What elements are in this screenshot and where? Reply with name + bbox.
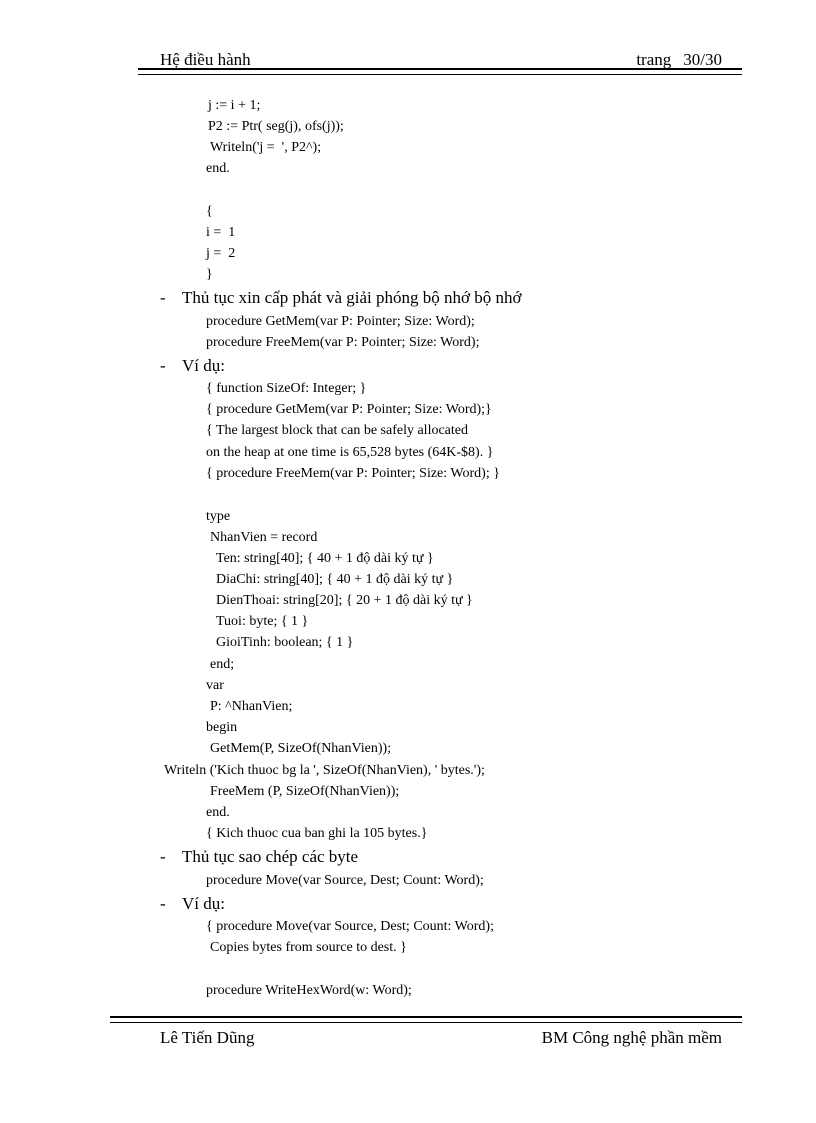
- code-line: end.: [206, 161, 230, 176]
- code-line: procedure Move(var Source, Dest; Count: Word);: [206, 873, 484, 888]
- code-line: Ten: string[40]; { 40 + 1 độ dài ký tự }: [216, 551, 434, 566]
- code-line: procedure WriteHexWord(w: Word);: [206, 983, 412, 998]
- code-line: on the heap at one time is 65,528 bytes (64K-$8). }: [206, 445, 494, 460]
- code-line: end;: [210, 657, 235, 672]
- bullet-dash: -: [160, 894, 166, 913]
- bullet-item: [160, 356, 225, 436]
- code-line: { procedure Move(var Source, Dest; Count: Word);: [206, 919, 494, 934]
- page-label: trang: [636, 50, 672, 69]
- code-line: Copies bytes from source to dest. }: [210, 940, 407, 955]
- document-title: Hệ điều hành: [160, 50, 251, 69]
- code-line: Writeln('j = ', P2^);: [210, 140, 322, 155]
- code-line: { function SizeOf: Integer; }: [206, 381, 367, 396]
- code-line: P: ^NhanVien;: [210, 699, 293, 714]
- bullet-text: Thủ tục xin cấp phát và giải phóng bộ nhớ bộ nhớ: [182, 288, 522, 307]
- code-line: Tuoi: byte; { 1 }: [216, 614, 309, 629]
- bullet-text: Ví dụ:: [182, 356, 225, 375]
- bullet-dash: -: [160, 847, 166, 866]
- code-line: type: [206, 509, 231, 524]
- bullet-dash: -: [160, 356, 166, 375]
- page-header: [160, 50, 722, 70]
- code-line: j = 2: [206, 246, 236, 261]
- code-line: P2 := Ptr( seg(j), ofs(j));: [208, 119, 344, 134]
- code-line: procedure GetMem(var P: Pointer; Size: Word);: [206, 314, 475, 329]
- code-line: var: [206, 678, 224, 693]
- bullet-text: Thủ tục sao chép các byte: [182, 847, 359, 866]
- code-line: Writeln ('Kich thuoc bg la ', SizeOf(NhanVien), ' bytes.');: [164, 763, 485, 778]
- code-line: GioiTinh: boolean; { 1 }: [216, 635, 354, 650]
- header-rule: [138, 68, 742, 75]
- code-line: { Kich thuoc cua ban ghi la 105 bytes.}: [206, 826, 428, 841]
- code-line: j := i + 1;: [208, 98, 261, 113]
- code-line: { procedure FreeMem(var P: Pointer; Size: Word); }: [206, 466, 500, 481]
- code-line: DienThoai: string[20]; { 20 + 1 độ dài ký tự }: [216, 593, 473, 608]
- code-line: NhanVien = record: [210, 530, 318, 545]
- footer-department: BM Công nghệ phần mềm: [541, 1028, 722, 1047]
- bullet-item: [160, 894, 225, 974]
- code-line: FreeMem (P, SizeOf(NhanVien));: [210, 784, 400, 799]
- page-indicator: [636, 50, 722, 70]
- code-line: end.: [206, 805, 230, 820]
- code-line: i = 1: [206, 225, 236, 240]
- bullet-text: Ví dụ:: [182, 894, 225, 913]
- code-line: GetMem(P, SizeOf(NhanVien));: [210, 741, 392, 756]
- footer-author: Lê Tiến Dũng: [160, 1028, 255, 1047]
- code-line: {: [206, 204, 213, 219]
- code-line: }: [206, 267, 213, 282]
- code-line: { The largest block that can be safely allocated: [206, 423, 468, 438]
- code-line: DiaChi: string[40]; { 40 + 1 độ dài ký tự }: [216, 572, 454, 587]
- code-line: begin: [206, 720, 238, 735]
- bullet-dash: -: [160, 288, 166, 307]
- code-line: { procedure GetMem(var P: Pointer; Size: Word);}: [206, 402, 492, 417]
- page-number: 30/30: [683, 50, 722, 69]
- footer-rule: [110, 1016, 742, 1023]
- code-line: procedure FreeMem(var P: Pointer; Size: Word);: [206, 335, 480, 350]
